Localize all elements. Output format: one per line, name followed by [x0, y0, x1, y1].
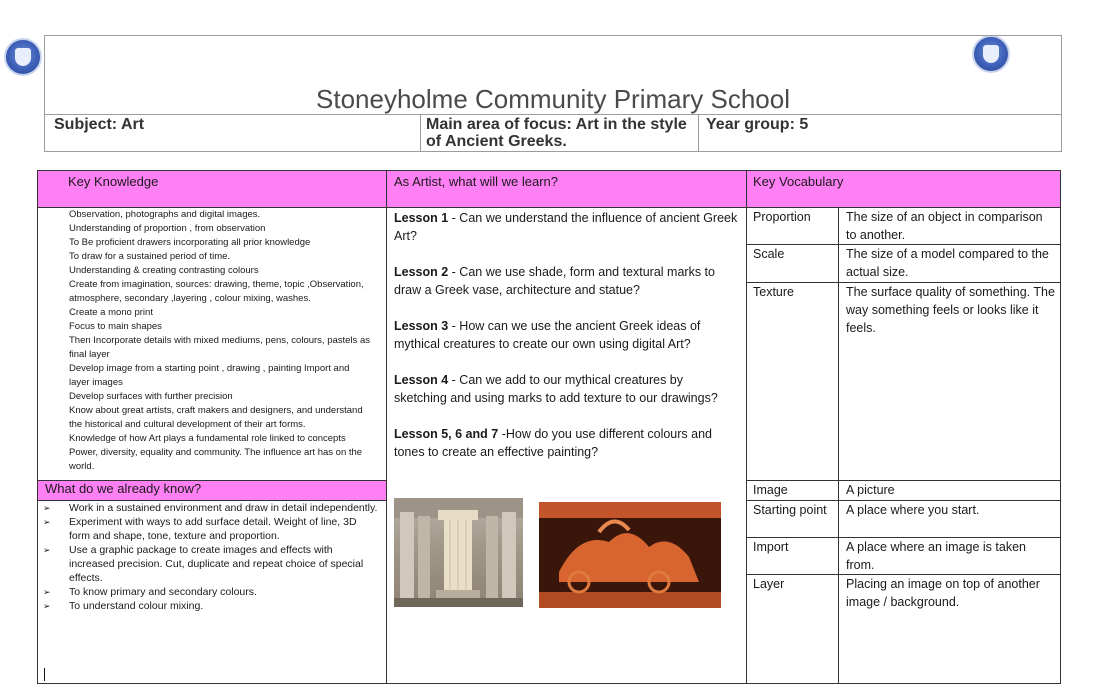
- kk-item: Understanding of proportion , from observation: [69, 223, 266, 234]
- vocab-term-import: Import: [753, 540, 789, 554]
- vocab-term-layer: Layer: [753, 577, 785, 591]
- col-divider-1: [386, 171, 387, 683]
- kk-item: Understanding & creating contrasting colours: [69, 265, 259, 276]
- lesson-3: Lesson 3 - How can we use the ancient Greek ideas of mythical creatures to create our own using digital Art?: [394, 319, 701, 351]
- already-know-heading: What do we already know?: [45, 481, 202, 496]
- vocab-def-scale: The size of a model compared to the actual size.: [846, 247, 1049, 279]
- vocab-def-starting-point: A place where you start.: [846, 503, 980, 517]
- kk-item: Observation, photographs and digital images.: [69, 209, 261, 220]
- vocab-def-texture: The surface quality of something. The way something feels or looks like it feels.: [846, 285, 1055, 335]
- kk-item: Create from imagination, sources: drawing, theme, topic ,Observation,: [69, 279, 364, 290]
- already-know-item: ➢ Use a graphic package to create images and effects with increased precision. Cut, duplicate and repeat choice of special effects.: [39, 543, 379, 585]
- lesson-2: Lesson 2 - Can we use shade, form and textural marks to draw a Greek vase, architecture and statue?: [394, 265, 715, 297]
- col-divider-2: [746, 171, 747, 683]
- already-know-item: ➢ Work in a sustained environment and draw in detail independently.: [39, 501, 379, 515]
- focus-line-1: Main area of focus: Art in the style: [426, 116, 687, 133]
- kk-item: final layer: [69, 349, 110, 360]
- focus-label: [420, 114, 698, 152]
- greek-vase-drawing: [539, 502, 721, 608]
- vocab-term-starting-point: Starting point: [753, 503, 827, 517]
- year-group-label: Year group: 5: [706, 116, 809, 133]
- vocab-term-scale: Scale: [753, 247, 785, 261]
- vocab-def-import: A place where an image is taken from.: [846, 540, 1026, 572]
- key-knowledge-list: [69, 208, 384, 474]
- school-name: Stoneyholme Community Primary School: [316, 84, 790, 114]
- kk-item: Create a mono print: [69, 307, 153, 318]
- kk-item: To Be proficient drawers incorporating all prior knowledge: [69, 237, 311, 248]
- greek-columns-drawing: [394, 498, 523, 607]
- already-know-item: ➢ To understand colour mixing.: [39, 599, 379, 613]
- vocab-term-divider: [838, 207, 839, 683]
- vocab-term-proportion: Proportion: [753, 210, 811, 224]
- vocab-def-proportion: The size of an object in comparison to another.: [846, 210, 1043, 242]
- school-logo-left: [4, 38, 42, 76]
- vocab-term-texture: Texture: [753, 285, 794, 299]
- subject-label: Subject: Art: [54, 116, 145, 133]
- kk-item: atmosphere, secondary ,layering , colour mixing, washes.: [69, 293, 311, 304]
- focus-line-2: of Ancient Greeks.: [426, 133, 567, 150]
- kk-item: Focus to main shapes: [69, 321, 162, 332]
- col-vocabulary: Key Vocabulary: [753, 174, 844, 189]
- lesson-5-6-7: Lesson 5, 6 and 7 -How do you use different colours and tones to create an effective painting?: [394, 427, 713, 459]
- col-learn: As Artist, what will we learn?: [394, 174, 559, 189]
- kk-item: Knowledge of how Art plays a fundamental role linked to concepts: [69, 433, 346, 444]
- kk-item: To draw for a sustained period of time.: [69, 251, 231, 262]
- lesson-4: Lesson 4 - Can we add to our mythical creatures by sketching and using marks to add texture to our drawings?: [394, 373, 718, 405]
- text-cursor: [44, 668, 45, 681]
- lessons-list: [394, 209, 739, 479]
- kk-item: the historical and cultural development of their art forms.: [69, 419, 306, 430]
- header-col-divider-2: [698, 114, 699, 152]
- kk-item: Then Incorporate details with mixed mediums, pens, colours, pastels as: [69, 335, 370, 346]
- kk-item: layer images: [69, 377, 123, 388]
- col-key-knowledge: Key Knowledge: [68, 174, 159, 189]
- vocab-term-image: Image: [753, 483, 788, 497]
- already-know-item: ➢ Experiment with ways to add surface detail. Weight of line, 3D form and shape, tone, texture and proportion.: [39, 515, 379, 543]
- vocab-def-layer: Placing an image on top of another image / background.: [846, 577, 1040, 609]
- kk-item: Develop image from a starting point , drawing , painting Import and: [69, 363, 350, 374]
- already-know-list: [39, 501, 379, 613]
- already-know-item: ➢ To know primary and secondary colours.: [39, 585, 379, 599]
- greek-columns-image: [394, 498, 523, 607]
- kk-item: Know about great artists, craft makers and designers, and understand: [69, 405, 363, 416]
- kk-item: Power, diversity, equality and community. The influence art has on the: [69, 447, 363, 458]
- greek-vase-image: [539, 502, 721, 608]
- kk-item: Develop surfaces with further precision: [69, 391, 233, 402]
- kk-item: world.: [69, 461, 95, 472]
- lesson-1: Lesson 1 - Can we understand the influence of ancient Greek Art?: [394, 211, 738, 243]
- vocab-def-image: A picture: [846, 483, 895, 497]
